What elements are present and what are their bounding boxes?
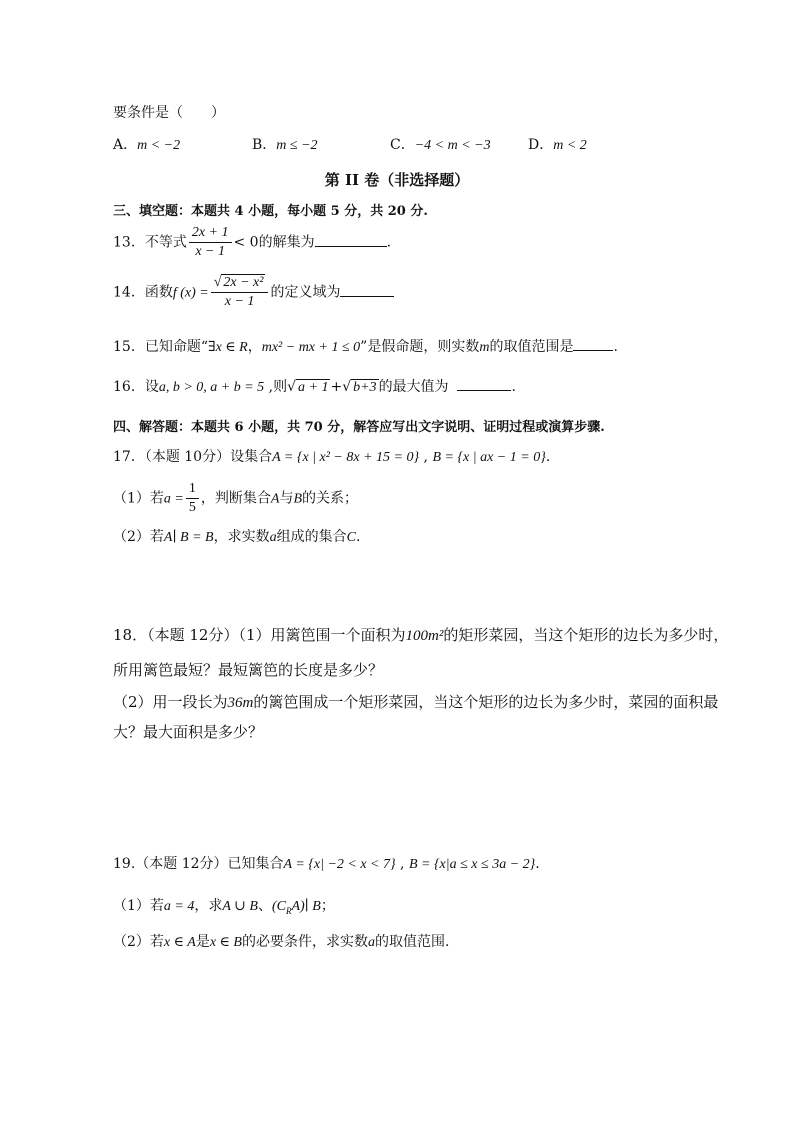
q17-comma: , xyxy=(419,449,433,465)
q15-text-b: ， xyxy=(247,339,262,355)
section2-title: 第 II 卷（非选择题） xyxy=(324,171,470,189)
option-a-expr: m < −2 xyxy=(137,138,181,153)
q17-part2-rest: ，求实数 xyxy=(213,529,270,545)
q14-answer-blank[interactable] xyxy=(340,284,394,297)
q16-sqrt1: a + 1 xyxy=(298,380,329,395)
q16-sqrt2: b+3 xyxy=(353,380,377,395)
q18-line1-m: 100m² xyxy=(405,628,444,644)
q19-part2-rest: 的必要条件，求实数 xyxy=(241,934,368,950)
q13-denominator: x − 1 xyxy=(195,244,225,259)
option-d-label: D． xyxy=(528,137,554,153)
q14-radicand: 2x − x² xyxy=(223,275,264,290)
q18-part2 xyxy=(113,693,718,712)
q13-numerator: 2x + 1 xyxy=(189,224,232,243)
q17-part1-b: B xyxy=(293,491,302,507)
section3-header: 三、填空题：本题共 4 小题，每小题 5 分，共 20 分. xyxy=(113,204,428,219)
sqrt-icon: √ xyxy=(213,275,222,290)
sqrt-icon: √ xyxy=(342,379,352,395)
q19-comma: , xyxy=(395,856,409,872)
q18-line4: 大？最大面积是多少？ xyxy=(113,723,264,741)
q15-var: m xyxy=(479,340,490,355)
q16-text-b: ,则 xyxy=(264,379,288,395)
q17-part2-label: （2）若 xyxy=(113,529,164,545)
q17-part1-label: （1）若 xyxy=(113,490,164,507)
q17-part1-a: A xyxy=(270,491,280,507)
option-b-expr: m ≤ −2 xyxy=(276,138,318,153)
q19-part1-union: A ∪ B xyxy=(222,899,258,914)
option-d-expr: m < 2 xyxy=(553,138,587,153)
q16-text-c: 的最大值为 xyxy=(378,379,449,395)
q17-part1 xyxy=(113,480,358,518)
q17-part1-tail: 的关系； xyxy=(302,490,358,507)
q19-part2-label: （2）若 xyxy=(113,934,164,950)
option-a-label: A． xyxy=(113,137,138,153)
q19-part2-is: 是 xyxy=(195,934,210,950)
q17-part1-den: 5 xyxy=(188,500,196,515)
q17-part1-num: 1 xyxy=(186,480,199,499)
q19-part1-sub: R xyxy=(285,905,292,916)
q17-part2 xyxy=(113,528,360,547)
q15-text-a: 15．已知命题“ xyxy=(113,339,208,355)
q16-plus: + xyxy=(330,379,343,395)
q16-answer-blank[interactable] xyxy=(457,378,511,391)
option-c xyxy=(390,134,491,154)
q15-expr-b: mx² − mx + 1 ≤ 0 xyxy=(261,340,361,355)
q13-rest: < 0的解集为 xyxy=(233,234,315,251)
question-14 xyxy=(113,274,394,312)
q17-part1-and: 与 xyxy=(279,490,294,507)
q16-end: . xyxy=(511,379,516,395)
q15-text-c: ”是假命题，则实数 xyxy=(360,339,480,355)
q14-label: 14．函数 xyxy=(113,284,173,301)
q19-part2-tail: 的取值范围. xyxy=(374,934,450,950)
option-c-expr: −4 < m < −3 xyxy=(414,138,491,153)
q19-end: . xyxy=(535,856,540,872)
q14-fx: f (x) = xyxy=(172,285,209,301)
q18-line1-a: 18．（本题 12分）（1）用篱笆围一个面积为 xyxy=(113,626,406,644)
section4-header: 四、解答题：本题共 6 小题，共 70 分，解答应写出文字说明、证明过程或演算步骤. xyxy=(113,420,605,435)
q19-part1-sep: 、 xyxy=(257,898,272,914)
q14-fraction xyxy=(211,274,269,311)
q17-part2-mid: 组成的集合 xyxy=(276,529,347,545)
question-15 xyxy=(113,338,618,357)
q14-denominator: x − 1 xyxy=(224,294,255,309)
q17-part2-a: a xyxy=(269,530,277,545)
question-19 xyxy=(113,855,540,874)
q18-line2: 所用篱笆最短？最短篱笆的长度是多少？ xyxy=(113,661,384,679)
q13-fraction xyxy=(189,224,232,261)
q13-end: . xyxy=(386,234,392,251)
q18-line3-m: 36m xyxy=(227,695,254,711)
q17-part2-expr: A∣ B = B xyxy=(163,530,214,545)
q19-part1-end: ； xyxy=(320,898,335,914)
q19-part2-x2: x ∈ B xyxy=(209,935,242,950)
option-b xyxy=(252,134,318,154)
question-18 xyxy=(113,626,728,645)
q18-line3-a: （2）用一段长为 xyxy=(113,693,228,711)
q18-line3-b: 的篱笆围成一个矩形菜园，当这个矩形的边长为多少时，菜园的面积最 xyxy=(253,693,719,711)
q18-line1-b: 的矩形菜园，当这个矩形的边长为多少时， xyxy=(443,626,729,644)
q16-expr-a: a, b > 0, a + b = 5 xyxy=(158,380,265,395)
question-17 xyxy=(113,448,550,467)
sqrt-icon: √ xyxy=(287,379,296,395)
q15-expr-a: ∃x ∈ R xyxy=(207,340,248,355)
q19-part2-a: a xyxy=(367,935,375,950)
q17-part1-fraction xyxy=(186,480,199,517)
question-16 xyxy=(113,378,516,397)
question-13 xyxy=(113,224,391,261)
q19-part2-x1: x ∈ A xyxy=(163,935,196,950)
q15-text-d: 的取值范围是 xyxy=(489,339,574,355)
option-b-label: B． xyxy=(252,137,277,153)
q17-set-a: A = {x | x² − 8x + 15 = 0} xyxy=(272,450,420,465)
q19-part1-comp: (C xyxy=(271,899,286,914)
q14-rest: 的定义域为 xyxy=(270,284,341,301)
q19-part1 xyxy=(113,897,335,920)
q17-part1-expr: a = xyxy=(163,491,184,507)
q19-set-a: A = {x| −2 < x < 7} xyxy=(283,857,396,872)
q17-part2-end: . xyxy=(355,529,361,545)
option-a xyxy=(113,134,180,154)
q17-part2-c: C xyxy=(346,530,356,545)
q17-end: . xyxy=(545,449,551,465)
q19-part2 xyxy=(113,933,449,952)
q15-end: . xyxy=(613,339,618,355)
q16-text-a: 16．设 xyxy=(113,379,159,395)
q15-answer-blank[interactable] xyxy=(573,338,613,351)
option-d xyxy=(528,134,587,154)
q19-part1-label: （1）若 xyxy=(113,898,164,914)
option-c-label: C． xyxy=(390,137,415,153)
q19-part1-expr: a = 4 xyxy=(163,899,195,914)
q17-part1-rest: ，判断集合 xyxy=(200,490,271,507)
q19-set-b: B = {x|a ≤ x ≤ 3a − 2} xyxy=(408,857,536,872)
q17-intro: 17．（本题 10分）设集合 xyxy=(113,449,273,465)
q13-label: 13．不等式 xyxy=(113,234,187,251)
q17-set-b: B = {x | ax − 1 = 0} xyxy=(432,450,546,465)
q12-tail: 要条件是（ ） xyxy=(113,105,225,121)
q19-part1-rest: ，求 xyxy=(194,898,223,914)
q19-intro: 19.（本题 12分）已知集合 xyxy=(113,856,284,872)
q14-numerator xyxy=(211,274,269,293)
q13-answer-blank[interactable] xyxy=(315,234,387,247)
q19-part1-comp2: A)∣ B xyxy=(291,899,321,914)
